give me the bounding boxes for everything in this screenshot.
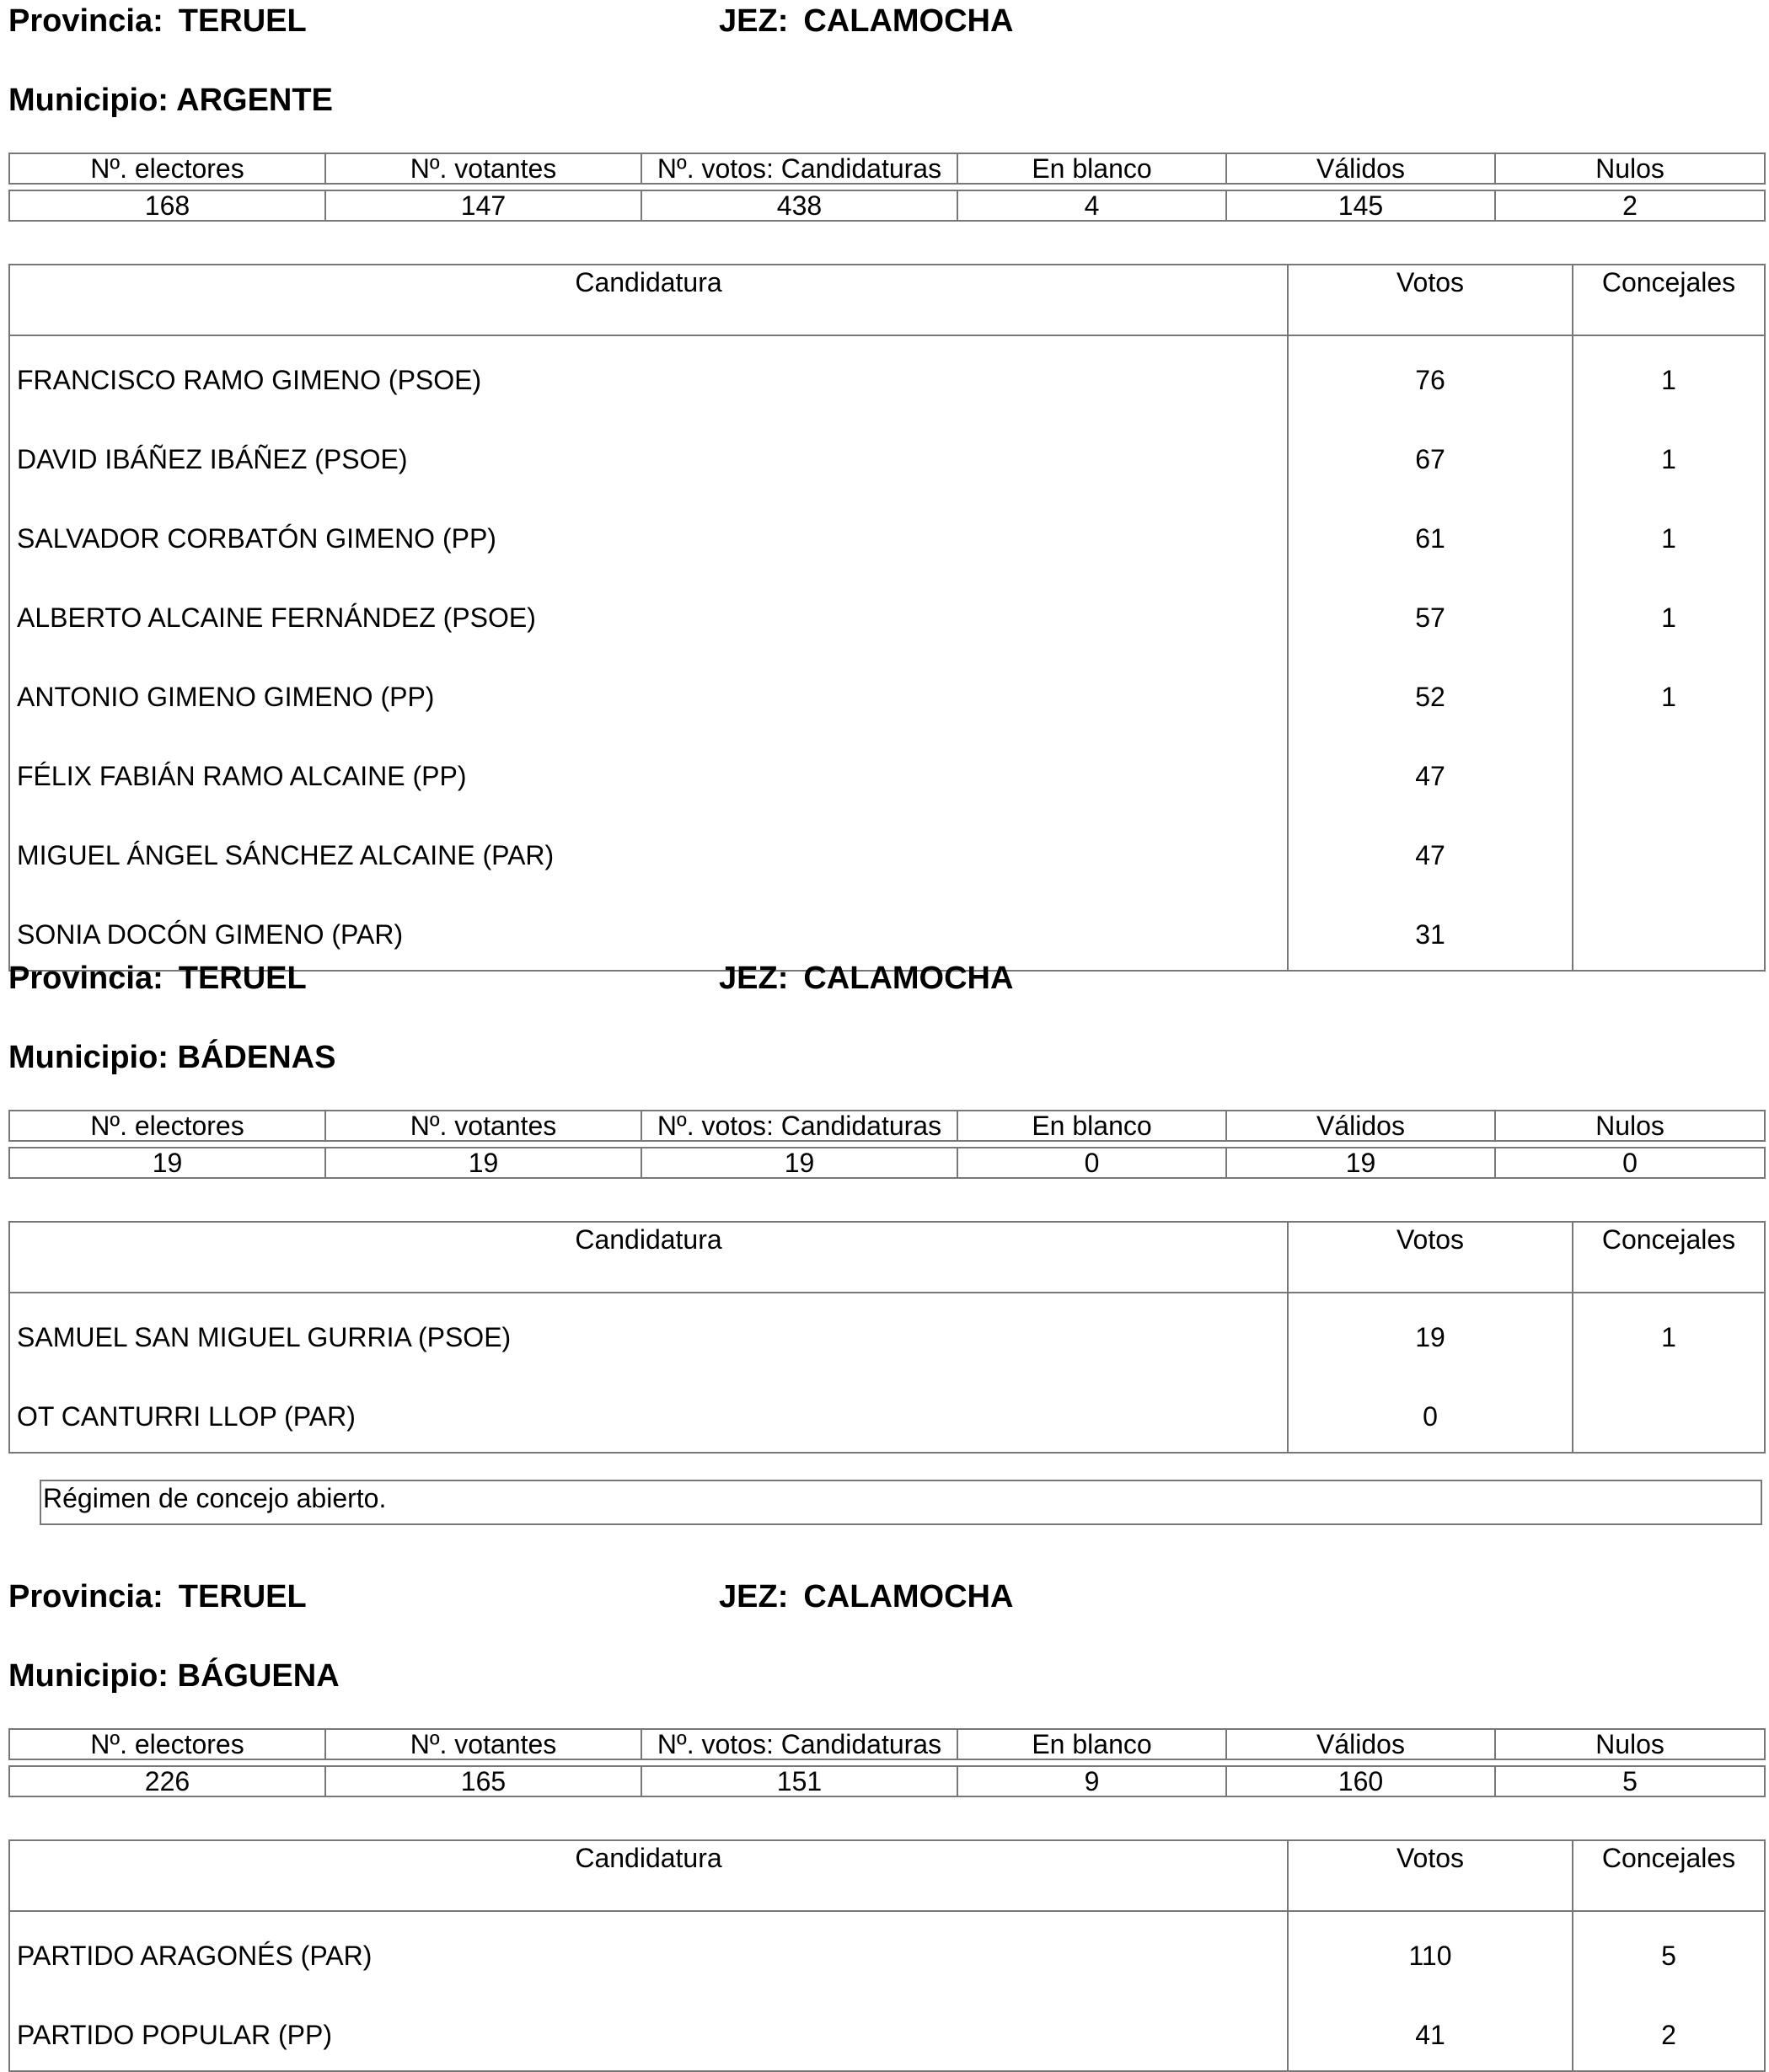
- candidate-row: [9, 574, 1765, 653]
- provincia-line: [8, 1576, 307, 1618]
- stats-value-en-blanco: 4: [957, 190, 1226, 221]
- stats-value-nulos: 0: [1495, 1148, 1765, 1178]
- stats-header-votantes: Nº. votantes: [325, 1111, 641, 1141]
- candidate-name: FRANCISCO RAMO GIMENO (PSOE): [9, 335, 1288, 415]
- jez-label: JEZ:: [719, 961, 789, 996]
- stats-header-row: [9, 1111, 1765, 1141]
- municipio-label: Municipio:: [8, 1040, 169, 1075]
- candidate-name: PARTIDO POPULAR (PP): [9, 1991, 1288, 2071]
- jez-value: CALAMOCHA: [803, 1579, 1014, 1614]
- jez-label: JEZ:: [719, 3, 789, 39]
- candidate-votes: 19: [1288, 1293, 1573, 1373]
- candidates-table: [8, 1839, 1766, 2072]
- candidate-votes: 52: [1288, 653, 1573, 732]
- candidate-votes: 47: [1288, 811, 1573, 891]
- regime-note: Régimen de concejo abierto.: [40, 1480, 1762, 1525]
- candidates-header-row: [9, 1222, 1765, 1293]
- candidates-header-concejales: Concejales: [1573, 1222, 1765, 1293]
- jez-value: CALAMOCHA: [803, 961, 1014, 996]
- candidate-row: [9, 811, 1765, 891]
- candidate-row: [9, 415, 1765, 495]
- stats-header-validos: Válidos: [1226, 153, 1495, 184]
- stats-value-validos: 19: [1226, 1148, 1495, 1178]
- candidate-name: SAMUEL SAN MIGUEL GURRIA (PSOE): [9, 1293, 1288, 1373]
- candidates-table: [8, 1221, 1766, 1454]
- candidate-name: SONIA DOCÓN GIMENO (PAR): [9, 891, 1288, 971]
- candidate-votes: 76: [1288, 335, 1573, 415]
- candidates-header-votos: Votos: [1288, 265, 1573, 335]
- candidates-header-row: [9, 1840, 1765, 1911]
- municipio-label: Municipio:: [8, 1658, 169, 1694]
- stats-values-row: [9, 1766, 1765, 1796]
- stats-header-en-blanco: En blanco: [957, 1111, 1226, 1141]
- provincia-value: TERUEL: [178, 961, 307, 996]
- stats-header-en-blanco: En blanco: [957, 153, 1226, 184]
- candidate-row: [9, 653, 1765, 732]
- candidate-votes: 0: [1288, 1373, 1573, 1453]
- candidate-votes: 61: [1288, 495, 1573, 574]
- candidates-header-candidatura: Candidatura: [9, 1840, 1288, 1911]
- candidates-header-concejales: Concejales: [1573, 265, 1765, 335]
- stats-header-nulos: Nulos: [1495, 153, 1765, 184]
- candidate-name: SALVADOR CORBATÓN GIMENO (PP): [9, 495, 1288, 574]
- stats-header-votos-candidaturas: Nº. votos: Candidaturas: [641, 1729, 957, 1759]
- candidate-name: PARTIDO ARAGONÉS (PAR): [9, 1911, 1288, 1991]
- candidate-votes: 110: [1288, 1911, 1573, 1991]
- stats-header-nulos: Nulos: [1495, 1729, 1765, 1759]
- candidate-concejales: [1573, 891, 1765, 971]
- candidates-header-candidatura: Candidatura: [9, 265, 1288, 335]
- candidate-votes: 47: [1288, 732, 1573, 811]
- stats-value-votantes: 19: [325, 1148, 641, 1178]
- candidate-concejales: [1573, 811, 1765, 891]
- candidate-row: [9, 335, 1765, 415]
- stats-header-electores: Nº. electores: [9, 1111, 325, 1141]
- stats-header-row: [9, 1729, 1765, 1759]
- candidate-concejales: 1: [1573, 335, 1765, 415]
- stats-value-electores: 226: [9, 1766, 325, 1796]
- candidate-votes: 31: [1288, 891, 1573, 971]
- municipio-line: [8, 79, 333, 121]
- candidate-concejales: 1: [1573, 495, 1765, 574]
- stats-header-votos-candidaturas: Nº. votos: Candidaturas: [641, 153, 957, 184]
- jez-label: JEZ:: [719, 1579, 789, 1614]
- candidate-row: [9, 732, 1765, 811]
- stats-header-validos: Válidos: [1226, 1111, 1495, 1141]
- candidates-table: [8, 264, 1766, 972]
- municipio-label: Municipio:: [8, 83, 169, 118]
- candidates-header-votos: Votos: [1288, 1840, 1573, 1911]
- candidate-concejales: [1573, 732, 1765, 811]
- candidate-row: [9, 495, 1765, 574]
- jez-value: CALAMOCHA: [803, 3, 1014, 39]
- jez-line: [719, 957, 1013, 999]
- candidate-row: [9, 1293, 1765, 1373]
- stats-values-row: [9, 190, 1765, 221]
- candidate-concejales: 1: [1573, 1293, 1765, 1373]
- stats-table: [8, 1110, 1766, 1179]
- provincia-label: Provincia:: [8, 961, 163, 996]
- provincia-line: [8, 957, 307, 999]
- candidate-concejales: 1: [1573, 415, 1765, 495]
- municipio-value: BÁGUENA: [177, 1658, 340, 1694]
- jez-line: [719, 1576, 1013, 1618]
- municipio-line: [8, 1036, 335, 1079]
- stats-value-votantes: 147: [325, 190, 641, 221]
- candidate-row: [9, 1991, 1765, 2071]
- stats-value-en-blanco: 9: [957, 1766, 1226, 1796]
- stats-value-nulos: 5: [1495, 1766, 1765, 1796]
- candidate-name: ANTONIO GIMENO GIMENO (PP): [9, 653, 1288, 732]
- stats-header-votantes: Nº. votantes: [325, 1729, 641, 1759]
- stats-values-row: [9, 1148, 1765, 1178]
- candidate-name: OT CANTURRI LLOP (PAR): [9, 1373, 1288, 1453]
- stats-value-electores: 168: [9, 190, 325, 221]
- stats-value-votos-candidaturas: 438: [641, 190, 957, 221]
- stats-header-nulos: Nulos: [1495, 1111, 1765, 1141]
- stats-value-validos: 160: [1226, 1766, 1495, 1796]
- candidates-header-candidatura: Candidatura: [9, 1222, 1288, 1293]
- stats-header-validos: Válidos: [1226, 1729, 1495, 1759]
- candidates-header-concejales: Concejales: [1573, 1840, 1765, 1911]
- provincia-line: [8, 0, 307, 42]
- candidate-name: ALBERTO ALCAINE FERNÁNDEZ (PSOE): [9, 574, 1288, 653]
- provincia-value: TERUEL: [178, 3, 307, 39]
- stats-value-votos-candidaturas: 19: [641, 1148, 957, 1178]
- municipio-line: [8, 1655, 340, 1697]
- provincia-label: Provincia:: [8, 1579, 163, 1614]
- stats-value-nulos: 2: [1495, 190, 1765, 221]
- candidate-concejales: 1: [1573, 653, 1765, 732]
- candidate-concejales: 2: [1573, 1991, 1765, 2071]
- provincia-value: TERUEL: [178, 1579, 307, 1614]
- candidate-name: FÉLIX FABIÁN RAMO ALCAINE (PP): [9, 732, 1288, 811]
- stats-header-row: [9, 153, 1765, 184]
- candidate-name: MIGUEL ÁNGEL SÁNCHEZ ALCAINE (PAR): [9, 811, 1288, 891]
- candidate-name: DAVID IBÁÑEZ IBÁÑEZ (PSOE): [9, 415, 1288, 495]
- candidate-votes: 57: [1288, 574, 1573, 653]
- stats-value-votantes: 165: [325, 1766, 641, 1796]
- stats-header-votos-candidaturas: Nº. votos: Candidaturas: [641, 1111, 957, 1141]
- candidate-concejales: 5: [1573, 1911, 1765, 1991]
- candidate-votes: 41: [1288, 1991, 1573, 2071]
- jez-line: [719, 0, 1013, 42]
- stats-header-electores: Nº. electores: [9, 1729, 325, 1759]
- candidate-row: [9, 1911, 1765, 1991]
- municipio-value: BÁDENAS: [177, 1040, 336, 1075]
- candidates-header-row: [9, 265, 1765, 335]
- provincia-label: Provincia:: [8, 3, 163, 39]
- candidates-header-votos: Votos: [1288, 1222, 1573, 1293]
- stats-header-en-blanco: En blanco: [957, 1729, 1226, 1759]
- stats-table: [8, 153, 1766, 222]
- municipio-value: ARGENTE: [176, 83, 333, 118]
- stats-value-validos: 145: [1226, 190, 1495, 221]
- stats-header-votantes: Nº. votantes: [325, 153, 641, 184]
- stats-header-electores: Nº. electores: [9, 153, 325, 184]
- candidate-concejales: [1573, 1373, 1765, 1453]
- stats-value-en-blanco: 0: [957, 1148, 1226, 1178]
- candidate-row: [9, 1373, 1765, 1453]
- candidate-concejales: 1: [1573, 574, 1765, 653]
- stats-value-electores: 19: [9, 1148, 325, 1178]
- stats-value-votos-candidaturas: 151: [641, 1766, 957, 1796]
- candidate-votes: 67: [1288, 415, 1573, 495]
- stats-table: [8, 1728, 1766, 1797]
